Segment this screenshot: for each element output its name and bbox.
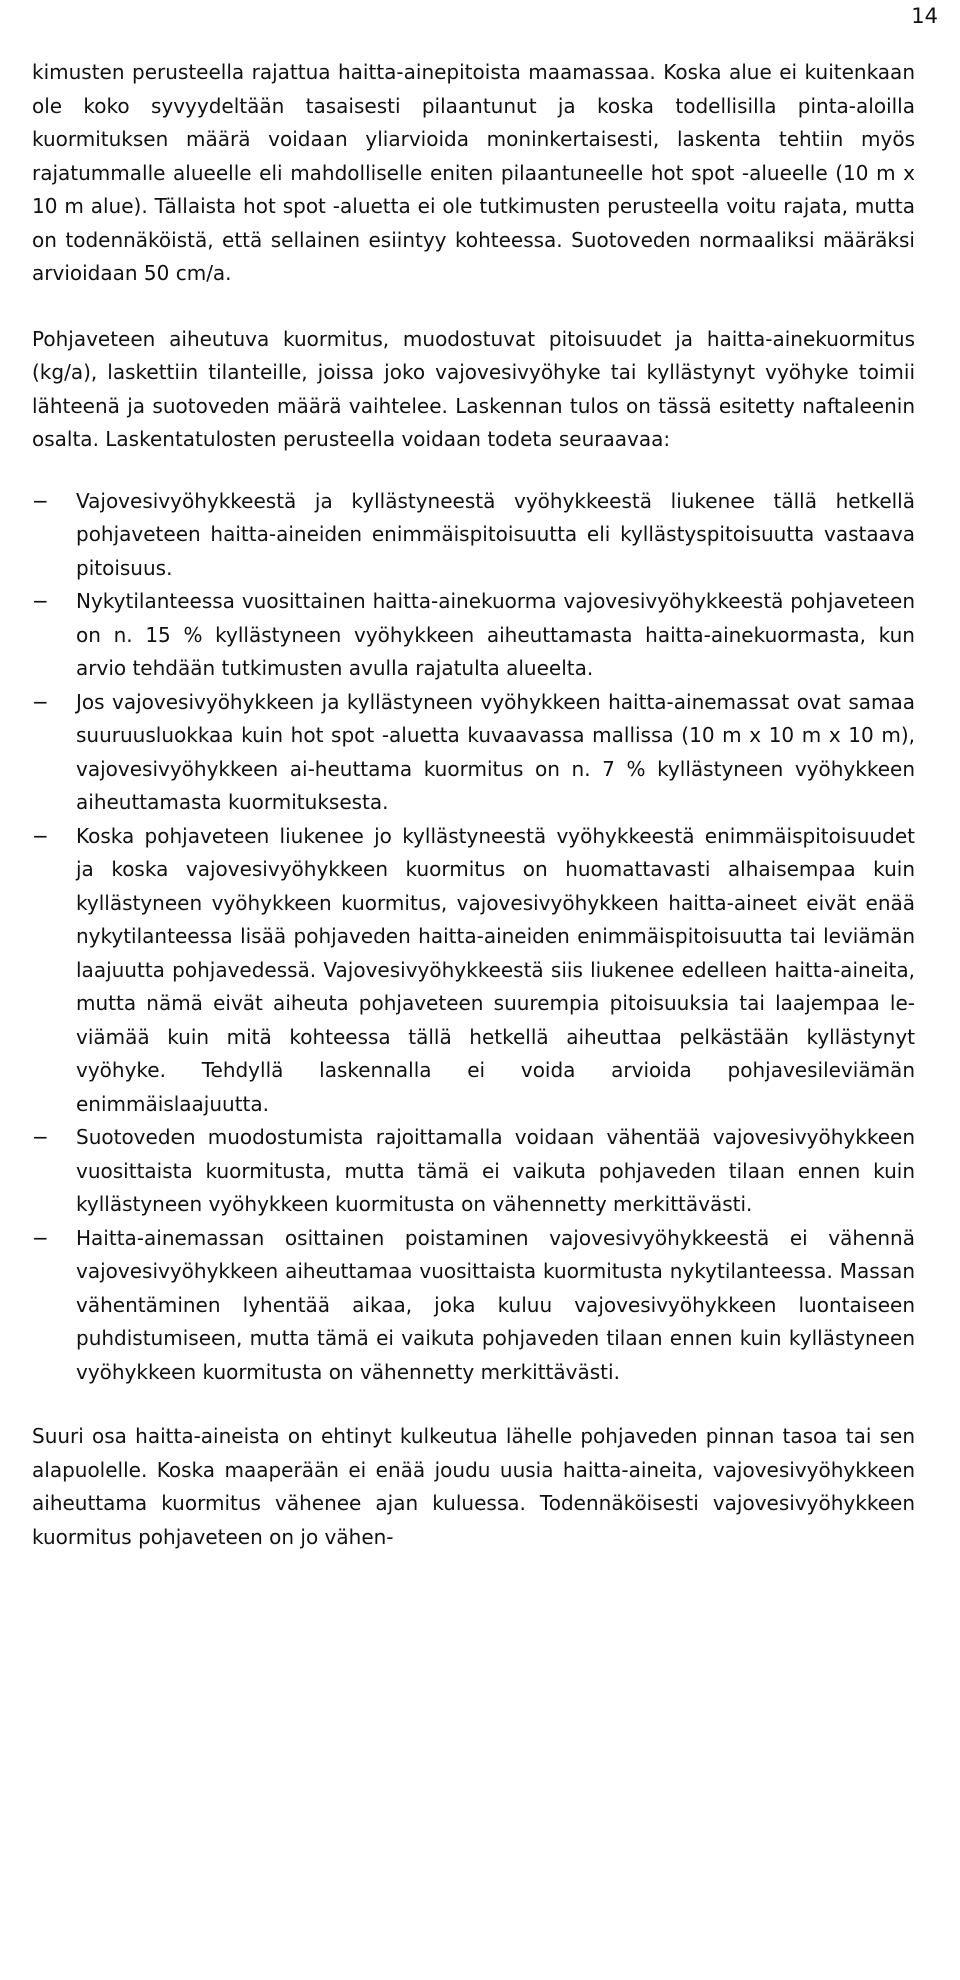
list-item (32, 1121, 915, 1222)
list-item-text: Suotoveden muodostumista rajoittamalla voidaan vähentää vajovesivyöhykkeen vuosittaista kuormitusta, mutta tämä ei vaikuta pohjaveden tilaan ennen kuin kyllästyneen vyöhykkeen kuormitusta on vähennetty merkittävästi. (76, 1125, 915, 1216)
bullet-dash: − (32, 823, 49, 848)
list-item (32, 1222, 915, 1390)
list-item-text: Jos vajovesivyöhykkeen ja kyllästyneen vyöhykkeen haitta-ainemassat ovat samaa suuruusluokkaa kuin hot spot -aluetta kuvaavassa mallissa (10 m x 10 m x 10 m), vajovesivyöhykkeen ai-heuttama kuormitus on n. 7 % kyllästyneen vyöhykkeen aiheuttamasta kuormituksesta. (76, 689, 915, 814)
bullet-dash: − (32, 589, 49, 613)
paragraph-closing: Suuri osa haitta-aineista on ehtinyt kulkeutua lähelle pohjaveden pinnan tasoa tai sen alapuolelle. Koska maaperään ei enää joudu uusia haitta-aineita, vajovesivyöhykkeen aiheuttama kuormitus vähenee ajan kuluessa. Todennäköisesti vajovesivyöhykkeen kuormitus pohjaveteen on jo vähen- (32, 1424, 915, 1549)
list-item (32, 686, 915, 820)
page-body (32, 56, 915, 1554)
conclusions-list (32, 485, 915, 1390)
bullet-dash: − (32, 1225, 49, 1250)
page-number: 14 (911, 4, 938, 28)
list-item (32, 585, 915, 686)
bullet-dash: − (32, 689, 49, 714)
list-item (32, 820, 915, 1122)
bullet-dash: − (32, 1125, 49, 1149)
paragraph-calculation-intro: Pohjaveteen aiheutuva kuormitus, muodostuvat pitoisuudet ja haitta-ainekuormitus (kg/a), laskettiin tilanteille, joissa joko vajovesivyöhyke tai kyllästynyt vyöhyke toimii lähteenä ja suotoveden määrä vaihtelee. Laskennan tulos on tässä esitetty naftaleenin osalta. Laskentatulosten perusteella voidaan todeta seuraavaa: (32, 326, 915, 451)
list-item-text: Koska pohjaveteen liukenee jo kyllästyneestä vyöhykkeestä enimmäispitoisuudet ja koska vajovesivyöhykkeen kuormitus on huomattavasti alhaisempaa kuin kyllästyneen vyöhykkeen kuormitus, vajovesivyöhykkeen haitta-aineet eivät enää nykytilanteessa lisää pohjaveden haitta-aineiden enimmäispitoisuutta tai leviämän laajuutta pohjavedessä. Vajovesivyöhykkeestä siis liukenee edelleen haitta-aineita, mutta nämä eivät aiheuta pohjaveteen suurempia pitoisuuksia tai laajempaa leviämää kuin mitä kohteessa tällä hetkellä aiheuttaa pelkästään kyllästynyt vyöhyke. Tehdyllä laskennalla ei voida arvioida pohjavesileviämän enimmäislaajuutta. (76, 823, 915, 1116)
list-item-text: Haitta-ainemassan osittainen poistaminen vajovesivyöhykkeestä ei vähennä vajovesivyöhykkeen aiheuttamaa vuosittaista kuormitusta nykytilanteessa. Massan vähentäminen lyhentää aikaa, joka kuluu vajovesivyöhykkeen luontaiseen puhdistumiseen, mutta tämä ei vaikuta pohjaveden tilaan ennen kuin kyllästyneen vyöhykkeen kuormitusta on vähennetty merkittävästi. (76, 1225, 915, 1384)
paragraph-load-estimate: kimusten perusteella rajattua haitta-ainepitoista maamassaa. Koska alue ei kuitenkaan ole koko syvyydeltään tasaisesti pilaantunut ja koska todellisilla pinta-aloilla kuormituksen määrä voidaan yliarvioida moninkertaisesti, laskenta tehtiin myös rajatummalle alueelle eli mahdolliselle eniten pilaantuneelle hot spot -alueelle (10 m x 10 m alue). Tällaista hot spot -aluetta ei ole tutkimusten perusteella voitu rajata, mutta on todennäköistä, että sellainen esiintyy kohteessa. Suotoveden normaaliksi määräksi arvioidaan 50 cm/a. (32, 60, 915, 285)
list-item-text: Vajovesivyöhykkeestä ja kyllästyneestä vyöhykkeestä liukenee tällä hetkellä pohjaveteen haitta-aineiden enimmäispitoisuutta eli kyllästyspitoisuutta vastaava pitoisuus. (76, 488, 915, 580)
bullet-dash: − (32, 488, 49, 513)
list-item-text: Nykytilanteessa vuosittainen haitta-ainekuorma vajovesivyöhykkeestä pohjaveteen on n. 15 % kyllästyneen vyöhykkeen aiheuttamasta haitta-ainekuormasta, kun arvio tehdään tutkimusten avulla rajatulta alueelta. (76, 589, 915, 680)
list-item (32, 485, 915, 586)
